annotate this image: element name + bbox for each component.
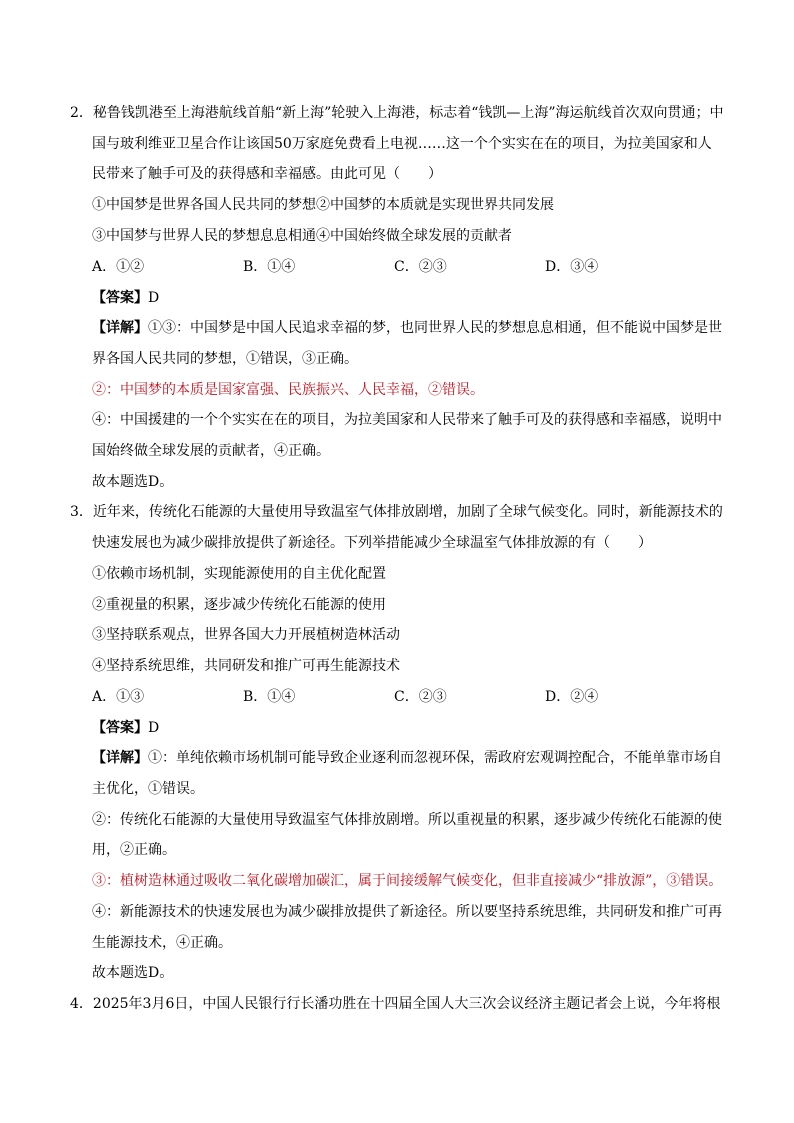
statement-line: ①中国梦是世界各国人民共同的梦想②中国梦的本质就是实现世界共同发展 <box>92 197 554 214</box>
detail-label: 【详解】 <box>92 320 148 337</box>
question-2 <box>70 98 726 497</box>
detail-line: 生能源技术，④正确。 <box>92 934 232 951</box>
question-stem-line: 3．近年来，传统化石能源的大量使用导致温室气体排放剧增，加剧了全球气候变化。同时，新能源技术的 <box>70 504 723 521</box>
detail-line: ④：新能源技术的快速发展也为减少碳排放提供了新途径。所以要坚持系统思维，共同研发和推广可再 <box>92 903 722 920</box>
choice-row <box>70 252 726 283</box>
detail-line: ④：中国援建的一个个实实在在的项目，为拉美国家和人民带来了触手可及的获得感和幸福感，说明中 <box>92 412 722 429</box>
statement-line: ②重视量的积累，逐步减少传统化石能源的使用 <box>92 596 386 613</box>
detail-label: 【详解】 <box>92 750 148 767</box>
question-stem-line: 快速发展也为减少碳排放提供了新途径。下列举措能减少全球温室气体排放源的有（ ） <box>92 535 652 552</box>
answer-label: 【答案】 <box>92 289 148 306</box>
answer-line <box>70 283 726 314</box>
choice-c: C．②③ <box>394 688 447 705</box>
choice-b: B．①④ <box>243 258 296 275</box>
choice-d: D．③④ <box>545 258 599 275</box>
detail-line: 界各国人民共同的梦想，①错误，③正确。 <box>92 350 358 367</box>
choice-a: A．①② <box>92 258 145 275</box>
detail-line: ③：植树造林通过吸收二氧化碳增加碳汇，属于间接缓解气候变化，但非直接减少“排放源”，③错误。 <box>92 873 723 890</box>
answer-line <box>70 713 726 744</box>
detail-line: 国始终做全球发展的贡献者，④正确。 <box>92 443 330 460</box>
answer-label: 【答案】 <box>92 719 148 736</box>
question-stem-line: 2．秘鲁钱凯港至上海港航线首船“新上海”轮驶入上海港，标志着“钱凯—上海”海运航线首次双向贯通；中 <box>70 105 724 121</box>
question-stem-line: 民带来了触手可及的获得感和幸福感。由此可见（ ） <box>92 166 442 183</box>
choice-b: B．①④ <box>243 688 296 705</box>
detail-line: 用，②正确。 <box>92 842 176 859</box>
detail-text: ①③：中国梦是中国人民追求幸福的梦，也同世界人民的梦想息息相通，但不能说中国梦是世 <box>148 320 722 337</box>
answer-value: D <box>148 289 160 306</box>
detail-line <box>70 743 726 774</box>
detail-text: ①：单纯依赖市场机制可能导致企业逐利而忽视环保，需政府宏观调控配合，不能单靠市场自 <box>148 750 722 767</box>
conclusion-line: 故本题选D。 <box>92 473 174 490</box>
question-4 <box>70 989 726 1020</box>
choice-d: D．②④ <box>545 688 599 705</box>
choice-a: A．①③ <box>92 688 145 705</box>
statement-line: ①依赖市场机制，实现能源使用的自主优化配置 <box>92 565 386 582</box>
question-3 <box>70 497 726 989</box>
statement-line: ③中国梦与世界人民的梦想息息相通④中国始终做全球发展的贡献者 <box>92 227 512 244</box>
question-stem-line: 4．2025年3月6日，中国人民银行行长潘功胜在十四届全国人大三次会议经济主题记者会上说，今年将根 <box>70 995 721 1012</box>
choice-c: C．②③ <box>394 258 447 275</box>
detail-line: ②：中国梦的本质是国家富强、民族振兴、人民幸福，②错误。 <box>92 381 484 398</box>
conclusion-line: 故本题选D。 <box>92 965 174 982</box>
detail-line: 主优化，①错误。 <box>92 781 204 798</box>
document-content <box>70 98 726 1020</box>
detail-line <box>70 313 726 344</box>
question-stem-line: 国与玻利维亚卫星合作让该国50万家庭免费看上电视……这一个个实实在在的项目，为拉美国家和人 <box>92 135 712 152</box>
statement-line: ④坚持系统思维，共同研发和推广可再生能源技术 <box>92 657 400 674</box>
statement-line: ③坚持联系观点，世界各国大力开展植树造林活动 <box>92 627 400 644</box>
detail-line: ②：传统化石能源的大量使用导致温室气体排放剧增。所以重视量的积累，逐步减少传统化石能源的使 <box>92 811 722 828</box>
answer-value: D <box>148 719 160 736</box>
choice-row <box>70 682 726 713</box>
